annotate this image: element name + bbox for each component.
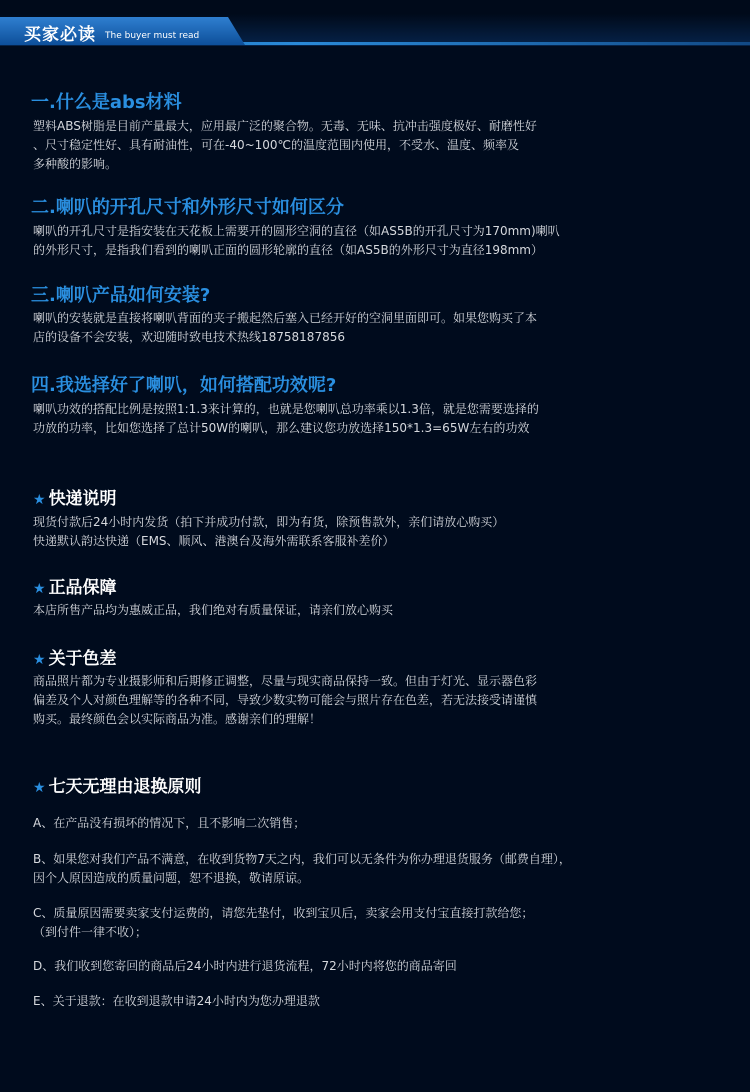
faq-2-title: 二.喇叭的开孔尺寸和外形尺寸如何区分 bbox=[31, 197, 344, 218]
shipping-title bbox=[33, 484, 117, 509]
faq-3-line: 喇叭的安装就是直接将喇叭背面的夹子搬起然后塞入已经开好的空洞里面即可。如果您购买了本 bbox=[33, 311, 538, 325]
returns-line: E、关于退款：在收到退款申请24小时内为您办理退款 bbox=[33, 994, 320, 1008]
returns-line: D、我们收到您寄回的商品后24小时内进行退货流程，72小时内将您的商品寄回 bbox=[33, 959, 457, 973]
returns-item-c bbox=[33, 904, 533, 942]
star-icon: ★ bbox=[33, 780, 46, 796]
faq-3-body bbox=[33, 309, 537, 347]
faq-2-line: 喇叭的开孔尺寸是指安装在天花板上需要开的圆形空洞的直径（如AS5B的开孔尺寸为170mm)喇叭 bbox=[33, 224, 560, 238]
faq-4-title: 四.我选择好了喇叭，如何搭配功效呢? bbox=[31, 375, 337, 396]
returns-line: B、如果您对我们产品不满意，在收到货物7天之内，我们可以无条件为你办理退货服务（邮费自理）， bbox=[33, 852, 571, 866]
returns-line: （到付件一律不收）； bbox=[33, 925, 148, 939]
faq-1-line: 塑料ABS树脂是目前产量最大，应用最广泛的聚合物。无毒、无味、抗冲击强度极好、耐磨性好 bbox=[33, 119, 537, 133]
returns-item-d bbox=[33, 957, 457, 976]
returns-line: A、在产品没有损坏的情况下，且不影响二次销售； bbox=[33, 816, 306, 830]
faq-1-line: 多种酸的影响。 bbox=[33, 157, 118, 171]
faq-4-body bbox=[33, 400, 539, 438]
color-diff-title bbox=[33, 644, 117, 669]
shipping-line: 现货付款后24小时内发货（拍下并成功付款，即为有货，除预售款外，亲们请放心购买） bbox=[33, 515, 505, 529]
shipping-body bbox=[33, 513, 504, 551]
faq-4-line: 功放的功率，比如您选择了总计50W的喇叭，那么建议您功放选择150*1.3=65W左右的功效 bbox=[33, 421, 530, 435]
color-diff-line: 购买。最终颜色会以实际商品为准。感谢亲们的理解！ bbox=[33, 712, 322, 726]
star-icon: ★ bbox=[33, 492, 46, 508]
returns-line: C、质量原因需要卖家支付运费的，请您先垫付，收到宝贝后，卖家会用支付宝直接打款给您； bbox=[33, 906, 534, 920]
star-icon: ★ bbox=[33, 652, 46, 668]
shipping-title-text: 快递说明 bbox=[48, 489, 117, 509]
page-subtitle: The buyer must read bbox=[105, 31, 200, 41]
returns-title-text: 七天无理由退换原则 bbox=[48, 777, 202, 797]
returns-line: 因个人原因造成的质量问题，恕不退换，敬请原谅。 bbox=[33, 871, 310, 885]
page-title: 买家必读 bbox=[24, 25, 96, 45]
returns-title bbox=[33, 772, 202, 797]
faq-3-line: 店的设备不会安装，欢迎随时致电技术热线18758187856 bbox=[33, 330, 345, 344]
faq-1-body bbox=[33, 117, 537, 174]
star-icon: ★ bbox=[33, 581, 46, 597]
faq-1-line: 、尺寸稳定性好、具有耐油性，可在-40~100℃的温度范围内使用，不受水、温度、频率及 bbox=[33, 138, 520, 152]
genuine-body bbox=[33, 601, 393, 620]
color-diff-title-text: 关于色差 bbox=[48, 649, 117, 669]
faq-1-title: 一.什么是abs材料 bbox=[31, 92, 182, 113]
returns-item-a bbox=[33, 814, 305, 833]
returns-item-e bbox=[33, 992, 320, 1011]
color-diff-line: 商品照片都为专业摄影师和后期修正调整，尽量与现实商品保持一致。但由于灯光、显示器色彩 bbox=[33, 674, 538, 688]
color-diff-body bbox=[33, 672, 537, 729]
genuine-title-text: 正品保障 bbox=[48, 578, 117, 598]
faq-2-line: 的外形尺寸，是指我们看到的喇叭正面的圆形轮廓的直径（如AS5B的外形尺寸为直径198mm） bbox=[33, 243, 543, 257]
genuine-title bbox=[33, 573, 117, 598]
shipping-line: 快递默认韵达快递（EMS、顺风、港澳台及海外需联系客服补差价） bbox=[33, 534, 395, 548]
color-diff-line: 偏差及个人对颜色理解等的各种不同，导致少数实物可能会与照片存在色差，若无法接受请谨慎 bbox=[33, 693, 538, 707]
faq-3-title: 三.喇叭产品如何安装? bbox=[31, 285, 211, 306]
genuine-line: 本店所售产品均为惠威正品，我们绝对有质量保证，请亲们放心购买 bbox=[33, 603, 394, 617]
returns-item-b bbox=[33, 850, 571, 888]
faq-4-line: 喇叭功效的搭配比例是按照1:1.3来计算的，也就是您喇叭总功率乘以1.3倍，就是您需要选择的 bbox=[33, 402, 539, 416]
faq-2-body bbox=[33, 222, 560, 260]
